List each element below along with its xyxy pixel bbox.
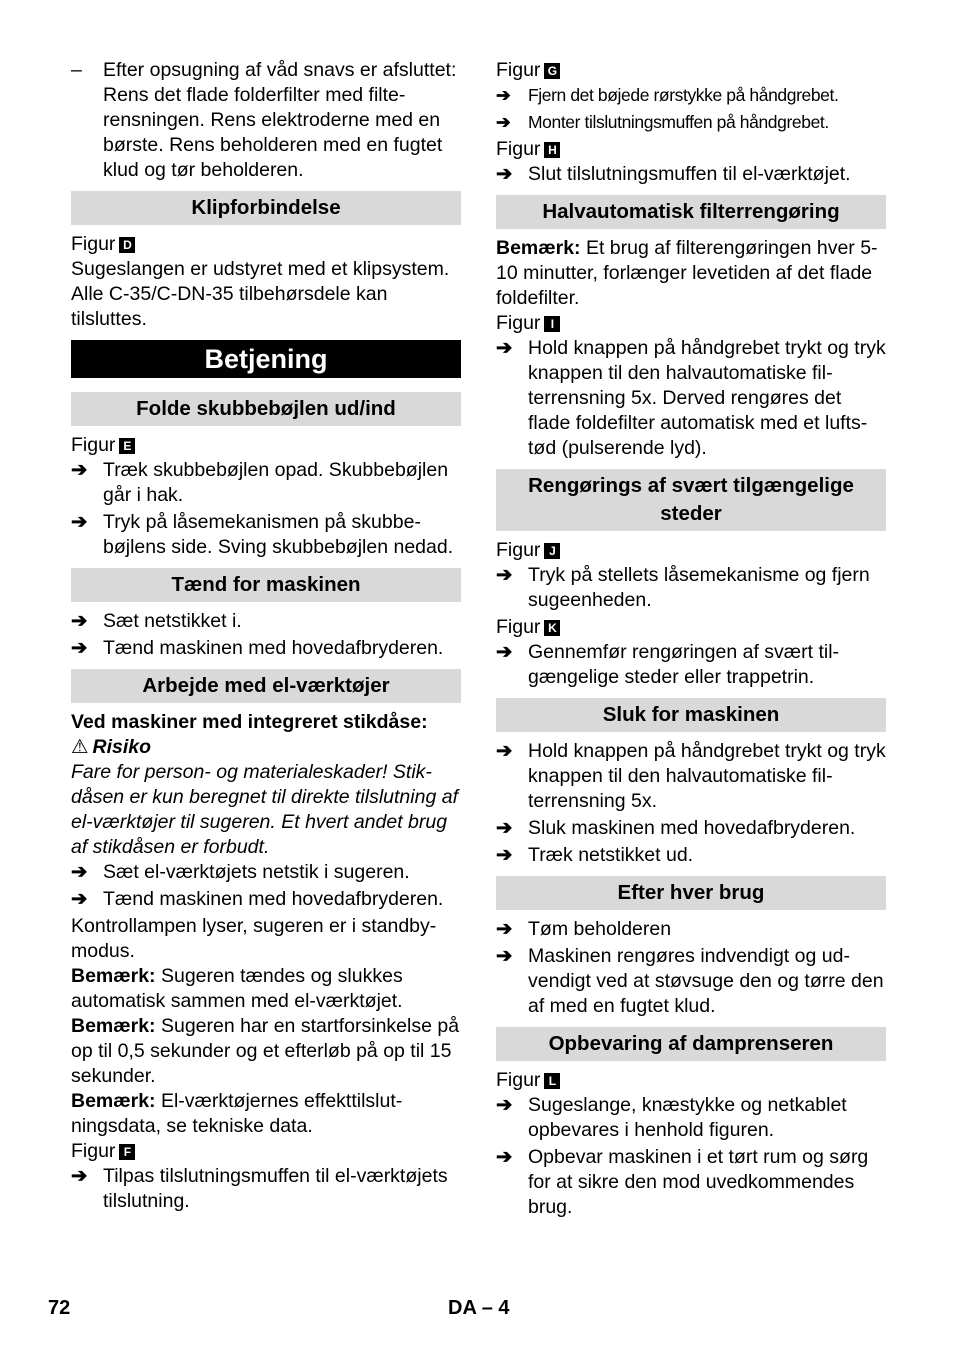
figure-ref: Figur J [496,538,886,563]
figure-ref: Figur K [496,615,886,640]
section-header-taend: Tænd for maskinen [71,568,461,602]
figure-letter-icon: J [544,543,560,559]
step-item: ➔ Tænd maskinen med hovedafbryderen. [71,888,444,910]
section-header-sluk: Sluk for maskinen [496,698,886,732]
arrow-icon: ➔ [496,112,511,132]
intro-item [71,58,461,183]
arrow-icon: ➔ [71,610,88,632]
figure-letter-icon: I [544,316,560,332]
status-text: Kontrollampen lyser, sugeren er i standbymodus. [71,915,437,962]
dash-marker: – [71,59,82,81]
section-header-opbevaring: Opbevaring af damprenseren [496,1027,886,1061]
figure-ref: Figur L [496,1068,886,1093]
step-item: ➔ Tryk på stellets låsemekanisme og fjern sugeenheden. [496,564,870,611]
arrow-icon: ➔ [496,1146,513,1168]
arrow-icon: ➔ [71,888,88,910]
step-item: ➔ Tryk på låsemekanismen på skubbebøjlens side. Sving skubbebøjlen nedad. [71,511,454,558]
arrow-icon: ➔ [496,740,513,762]
step-item: ➔ Slut tilslutningsmuffen til el-værktøjet. [496,163,851,185]
step-item: ➔ Tænd maskinen med hovedafbryderen. [71,637,444,659]
step-item: ➔ Træk netstikket ud. [496,844,694,866]
section-header-klipforbindelse: Klipforbindelse [71,191,461,225]
step-item: ➔ Maskinen rengøres indvendigt og udvendigt ved at støvsuge den og tørre den af med en fugtet klud. [496,945,884,1017]
arrow-icon: ➔ [71,861,88,883]
arrow-icon: ➔ [496,641,513,663]
figure-ref: Figur I [496,311,886,336]
section-header-rengoering: Rengørings af svært tilgængelige steder [496,469,886,531]
arrow-icon: ➔ [496,817,513,839]
section-header-halvautomatisk: Halvautomatisk filterrengøring [496,195,886,229]
figure-ref: Figur D [71,232,461,257]
arrow-icon: ➔ [496,1094,513,1116]
figure-ref: Figur E [71,433,461,458]
arrow-icon: ➔ [496,85,511,105]
left-column [71,58,461,1216]
chapter-title-betjening: Betjening [71,340,461,378]
figure-letter-icon: G [544,63,560,79]
step-item: ➔ Monter tilslutningsmuffen på håndgrebet. [496,110,886,135]
section-header-folde: Folde skubbebøjlen ud/ind [71,392,461,426]
arrow-icon: ➔ [71,459,88,481]
arrow-icon: ➔ [496,337,513,359]
arrow-icon: ➔ [496,918,513,940]
figure-letter-icon: F [119,1144,135,1160]
step-item: ➔ Hold knappen på håndgrebet trykt og tryk knappen til den halvautomatiske filterrensning 5x. [496,740,886,812]
page-number: 72 [48,1297,71,1319]
note-1: Bemærk: Sugeren tændes og slukkes automatisk sammen med el-værktøjet. [71,965,403,1012]
intro-text: Efter opsugning af våd snavs er afsluttet: Rens det flade folderfilter med filterensningen. Rens elektroderne med en børste. Rens beholderen med en fugtet klud og tør beholderen. [103,59,457,181]
warning-text: Fare for person- og materialeskader! Stikdåsen er kun beregnet til direkte tilslutning af el-værktøjer til sugeren. Et hvert andet brug af stikdåsen er forbudt. [71,761,458,858]
note-3: Bemærk: El-værktøjernes effekttilslutningsdata, se tekniske data. [71,1090,403,1137]
figure-ref: Figur H [496,137,886,162]
section-header-arbejde: Arbejde med el-værktøjer [71,669,461,703]
warning-icon: ⚠ [71,736,89,758]
step-item: ➔ Tilpas tilslutningsmuffen til el-værktøjets tilslutning. [71,1165,448,1212]
arrow-icon: ➔ [496,163,513,185]
subheading: Ved maskiner med integreret stikdåse: [71,711,428,733]
language-page-label: DA – 4 [448,1297,510,1319]
figure-letter-icon: E [119,438,135,454]
section-header-efter: Efter hver brug [496,876,886,910]
arrow-icon: ➔ [496,945,513,967]
step-item: ➔ Sugeslange, knæstykke og netkablet opbevares i henhold figuren. [496,1094,847,1141]
arrow-icon: ➔ [71,511,88,533]
step-item: ➔ Gennemfør rengøringen af svært tilgængelige steder eller trappetrin. [496,641,840,688]
step-item: ➔ Sæt netstikket i. [71,610,242,632]
note-2: Bemærk: Sugeren har en startforsinkelse på op til 0,5 sekunder og et efterløb på op til 15 sekunder. [71,1015,460,1087]
step-item: ➔ Sluk maskinen med hovedafbryderen. [496,817,856,839]
right-column [496,58,886,1222]
step-item: ➔ Træk skubbebøjlen opad. Skubbebøjlen går i hak. [71,459,449,506]
step-item: ➔ Sæt el-værktøjets netstik i sugeren. [71,861,410,883]
step-item: ➔ Opbevar maskinen i et tørt rum og sørg for at sikre den mod uvedkommendes brug. [496,1146,869,1218]
figure-letter-icon: D [119,237,135,253]
figure-ref: Figur G [496,58,886,83]
arrow-icon: ➔ [496,844,513,866]
arrow-icon: ➔ [71,1165,88,1187]
warning-title: ⚠ Risiko [71,736,152,758]
figure-ref: Figur F [71,1139,461,1164]
klip-text: Sugeslangen er udstyret med et klipsystem. Alle C-35/C-DN-35 tilbehørsdele kan tilsluttes. [71,258,450,330]
halv-note: Bemærk: Et brug af filterengøringen hver 5-10 minutter, forlænger levetiden af det flade foldefilter. [496,237,878,309]
step-item: ➔ Fjern det bøjede rørstykke på håndgrebet. [496,83,886,108]
step-item: ➔ Tøm beholderen [496,918,672,940]
arrow-icon: ➔ [496,564,513,586]
figure-letter-icon: K [544,620,560,636]
step-item: ➔ Hold knappen på håndgrebet trykt og tryk knappen til den halvautomatiske filterrensning 5x. Derved rengøres det flade foldefilter automatisk med et luftstød (pulserende lyd). [496,337,886,459]
figure-letter-icon: H [544,142,560,158]
arrow-icon: ➔ [71,637,88,659]
figure-letter-icon: L [544,1073,560,1089]
